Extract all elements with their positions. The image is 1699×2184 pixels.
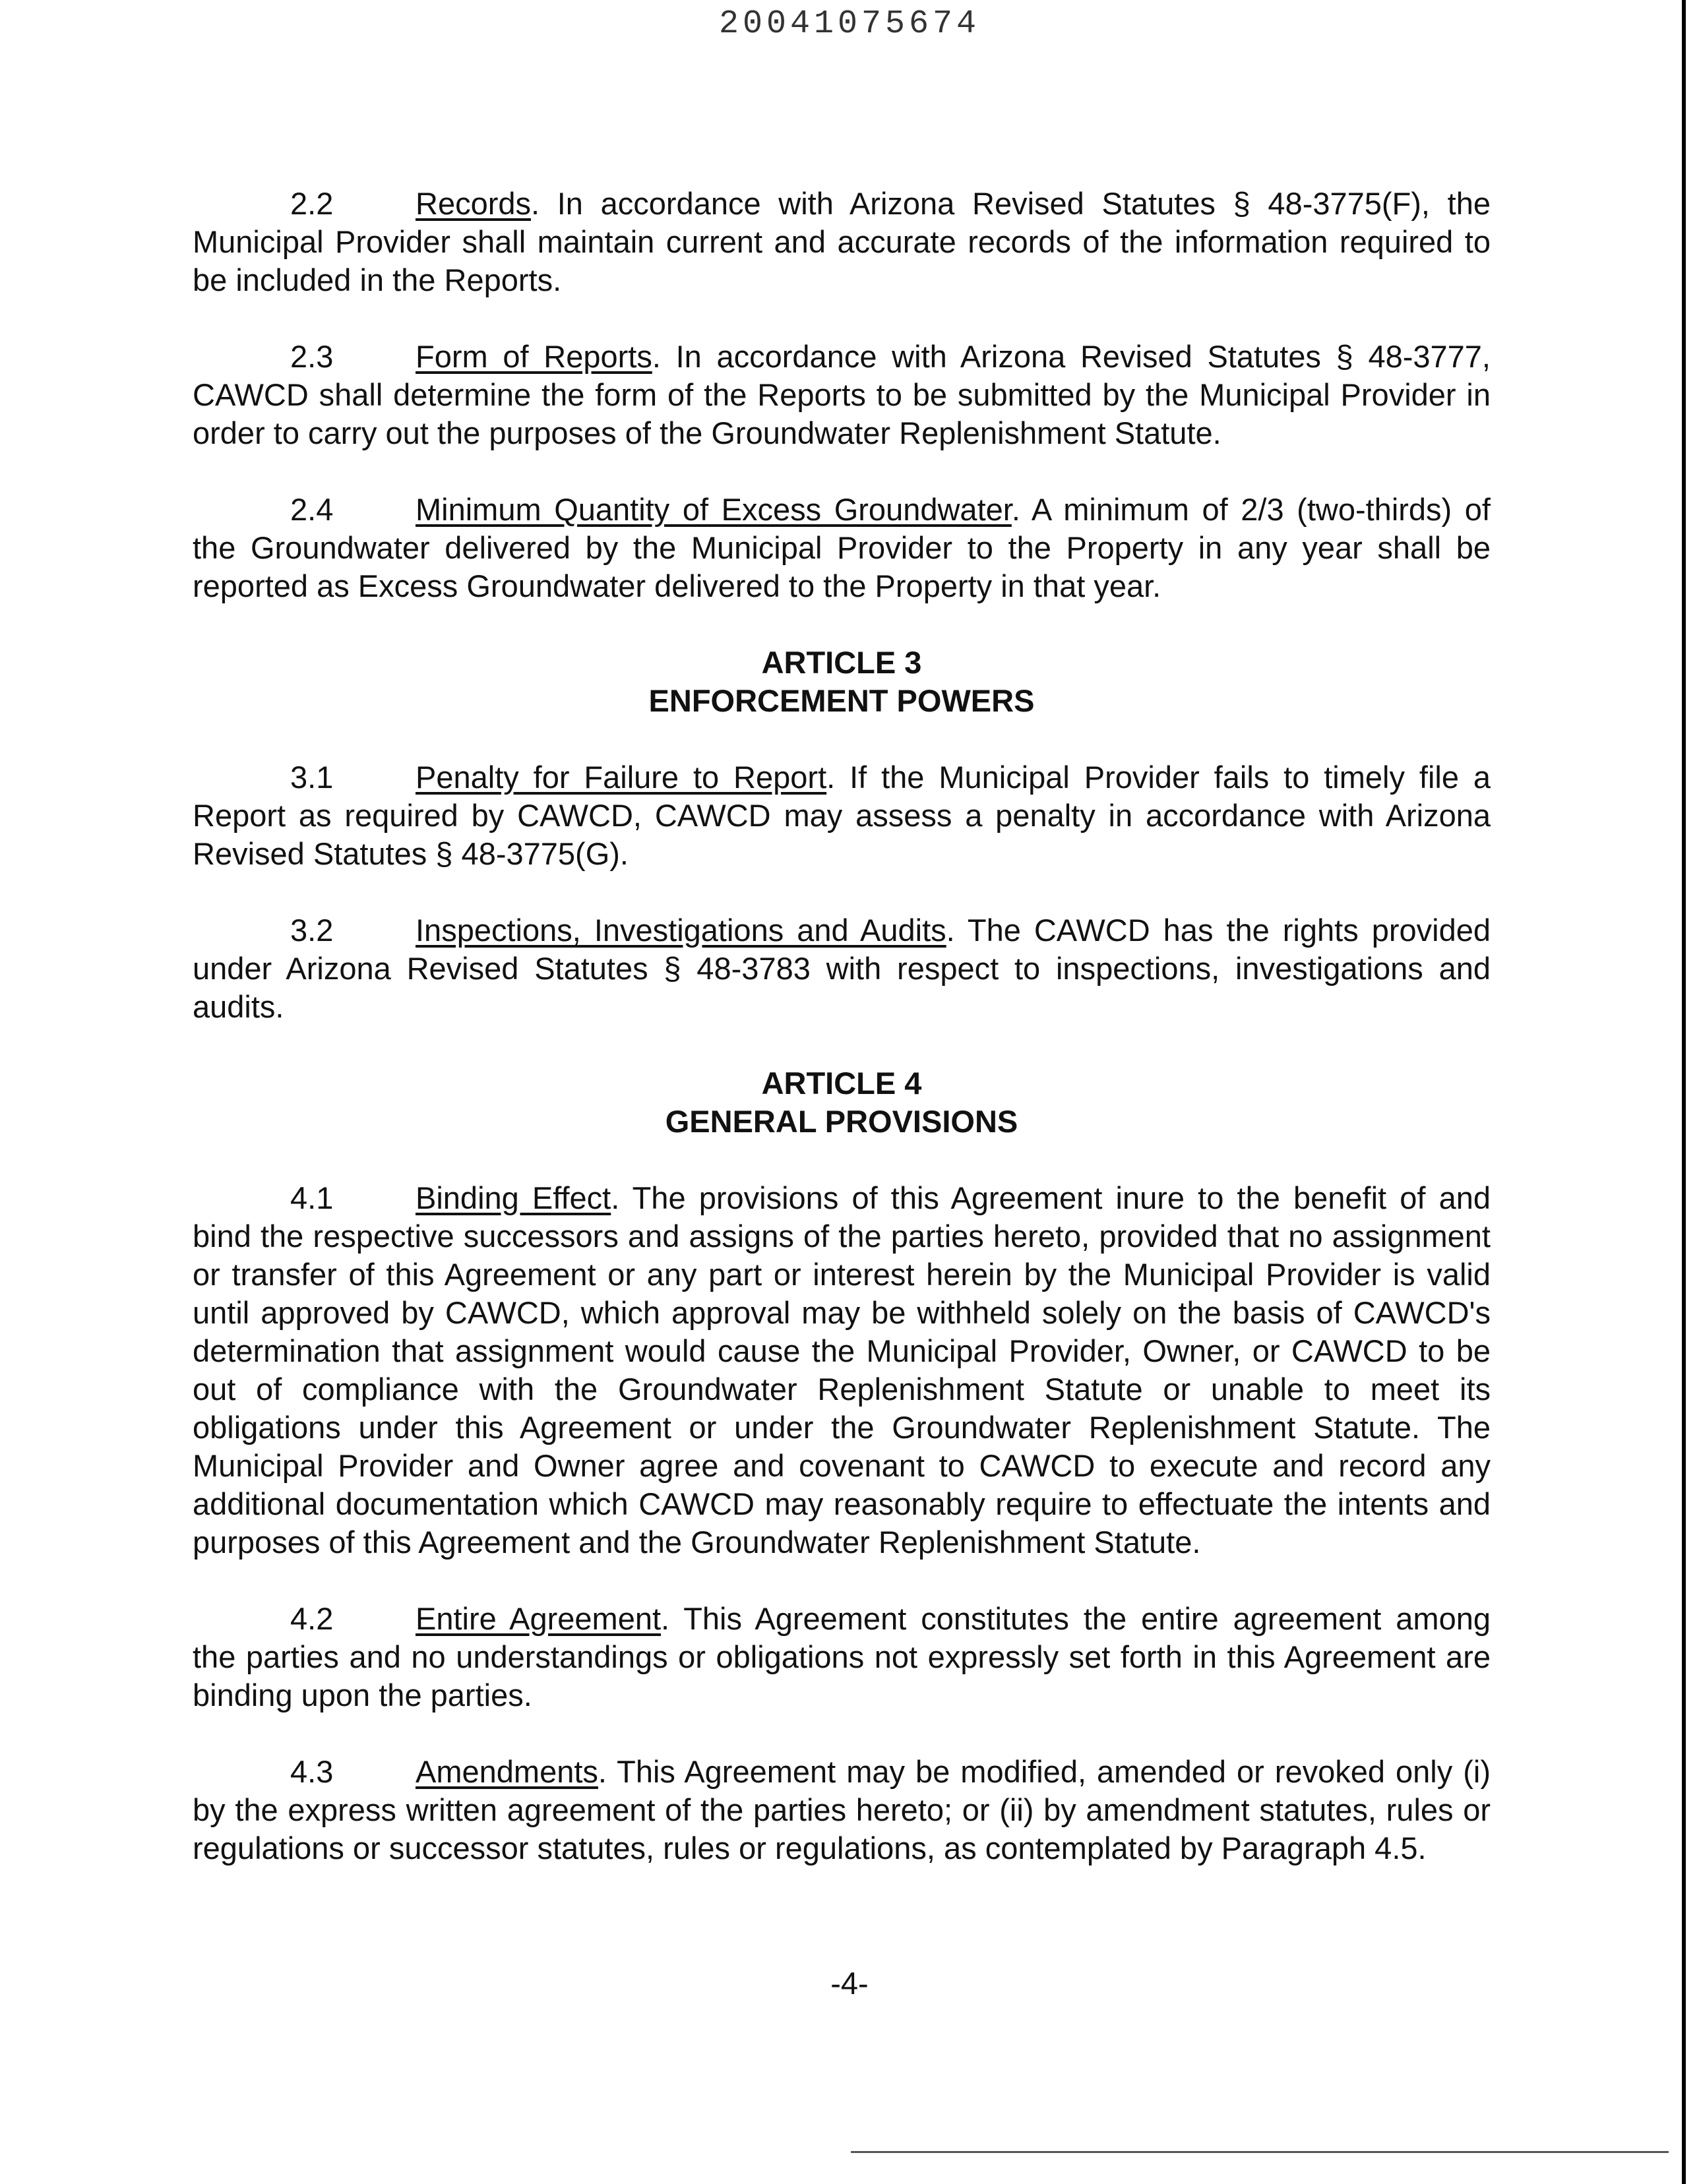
article-3-heading <box>193 644 1491 720</box>
section-title: Entire Agreement <box>416 1601 662 1636</box>
document-number: 20041075674 <box>718 5 981 43</box>
section-number: 3.2 <box>290 913 334 948</box>
section-4-3 <box>193 1753 1491 1867</box>
section-number: 2.3 <box>290 339 334 374</box>
section-title: Form of Reports <box>416 339 652 374</box>
section-text: . In accordance with Arizona Revised Statutes § 48-3777, CAWCD shall determine the form of the Reports to be submitted by the Municipal Provider in order to carry out the purposes of the Groundwater Replenishment Statute. <box>193 339 1491 450</box>
section-title: Minimum Quantity of Excess Groundwater <box>416 492 1012 527</box>
scan-bottom-line <box>851 2151 1669 2153</box>
section-number: 2.4 <box>290 492 334 527</box>
section-4-1 <box>193 1179 1491 1562</box>
section-2-3 <box>193 338 1491 452</box>
section-text: . The CAWCD has the rights provided under Arizona Revised Statutes § 48-3783 with respect to inspections, investigations and audits. <box>193 913 1491 1024</box>
section-3-2 <box>193 911 1491 1026</box>
scan-edge-line <box>1682 0 1686 2184</box>
section-text: . A minimum of 2/3 (two-thirds) of the Groundwater delivered by the Municipal Provider to the Property in any year shall be reported as Excess Groundwater delivered to the Property in that year. <box>193 492 1491 603</box>
section-text: . In accordance with Arizona Revised Statutes § 48-3775(F), the Municipal Provider shall maintain current and accurate records of the information required to be included in the Reports. <box>193 186 1491 297</box>
section-title: Records <box>416 186 532 221</box>
section-text: . If the Municipal Provider fails to timely file a Report as required by CAWCD, CAWCD may assess a penalty in accordance with Arizona Revised Statutes § 48-3775(G). <box>193 760 1491 871</box>
section-3-1 <box>193 758 1491 873</box>
section-number: 2.2 <box>290 186 334 221</box>
section-title: Binding Effect <box>416 1180 611 1215</box>
section-2-2 <box>193 185 1491 299</box>
page-number: -4- <box>830 1966 869 2001</box>
section-title: Penalty for Failure to Report <box>416 760 827 795</box>
section-number: 4.2 <box>290 1601 334 1636</box>
article-label: ARTICLE 3 <box>761 645 922 680</box>
section-2-4 <box>193 491 1491 605</box>
article-label: ARTICLE 4 <box>761 1066 922 1101</box>
article-title: ENFORCEMENT POWERS <box>648 683 1035 718</box>
section-number: 4.3 <box>290 1754 334 1789</box>
section-number: 3.1 <box>290 760 334 795</box>
section-number: 4.1 <box>290 1180 334 1215</box>
section-title: Inspections, Investigations and Audits <box>416 913 946 948</box>
section-text: . The provisions of this Agreement inure to the benefit of and bind the respective successors and assigns of the parties hereto, provided that no assignment or transfer of this Agreement or any part or interest herein by the Municipal Provider is valid until approved by CAWCD, which approval may be withheld solely on the basis of CAWCD's determination that assignment would cause the Municipal Provider, Owner, or CAWCD to be out of compliance with the Groundwater Replenishment Statute or unable to meet its obligations under this Agreement or under the Groundwater Replenishment Statute. The Municipal Provider and Owner agree and covenant to CAWCD to execute and record any additional documentation which CAWCD may reasonably require to effectuate the intents and purposes of this Agreement and the Groundwater Replenishment Statute. <box>193 1180 1491 1560</box>
section-title: Amendments <box>416 1754 598 1789</box>
article-title: GENERAL PROVISIONS <box>665 1104 1018 1139</box>
page-content <box>193 185 1491 1906</box>
section-4-2 <box>193 1600 1491 1714</box>
section-text: . This Agreement constitutes the entire agreement among the parties and no understandings or obligations not expressly set forth in this Agreement are binding upon the parties. <box>193 1601 1491 1713</box>
article-4-heading <box>193 1064 1491 1141</box>
section-text: . This Agreement may be modified, amended or revoked only (i) by the express written agreement of the parties hereto; or (ii) by amendment statutes, rules or regulations or successor statutes, rules or regulations, as contemplated by Paragraph 4.5. <box>193 1754 1491 1866</box>
